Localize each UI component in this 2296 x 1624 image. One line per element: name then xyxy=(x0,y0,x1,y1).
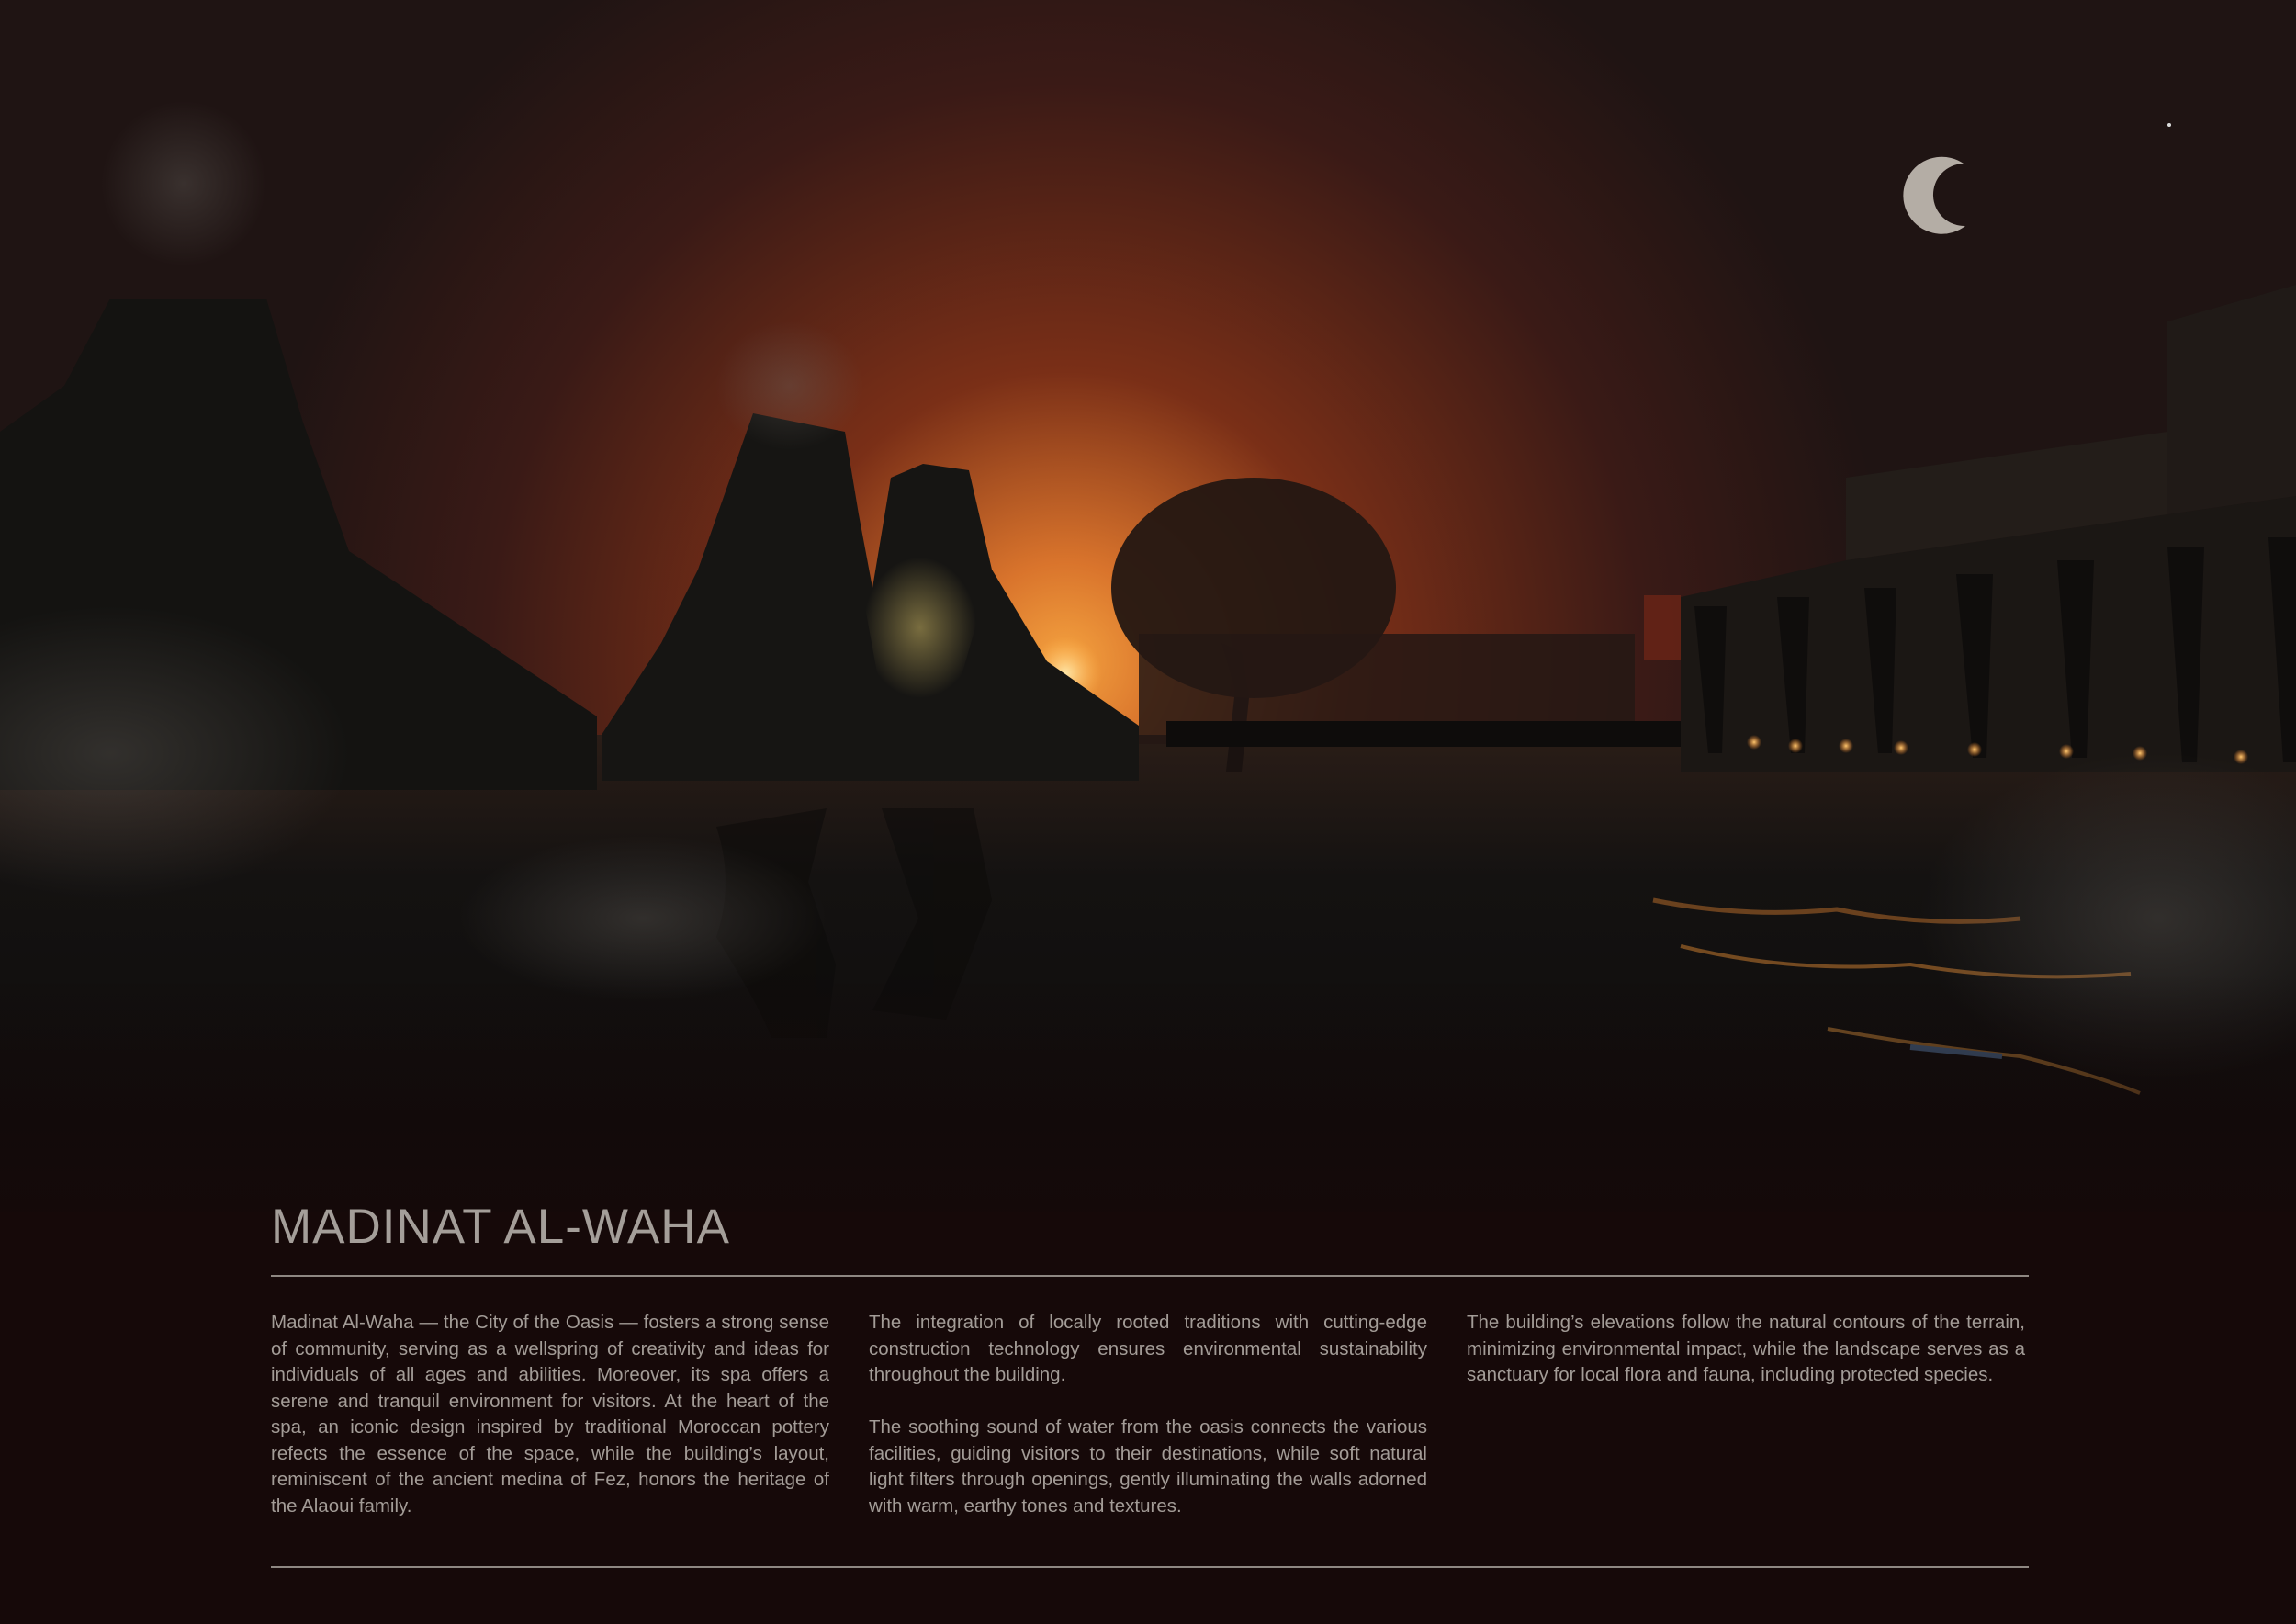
text-column-1 xyxy=(271,1310,829,1546)
page-title: MADINAT AL-WAHA xyxy=(271,1200,730,1254)
paragraph: Madinat Al-Waha — the City of the Oasis — fosters a strong sense of community, serving as a wellspring of creativity and ideas for individuals of all ages and abilities. Moreover, its spa offers a serene and tranquil environment for visitors. At the heart of the spa, an iconic design inspired by traditional Moroccan pottery refects the essence of the space, while the building’s layout, reminiscent of the ancient medina of Fez, honors the heritage of the Alaoui family. xyxy=(271,1312,829,1517)
bottom-divider xyxy=(271,1566,2029,1568)
text-column-3 xyxy=(1467,1310,2025,1415)
paragraph: The building’s elevations follow the natural contours of the terrain, minimizing environmental impact, while the landscape serves as a sanctuary for local flora and fauna, including protected species. xyxy=(1467,1312,2025,1385)
top-divider xyxy=(271,1275,2029,1277)
text-column-2 xyxy=(869,1310,1427,1546)
paragraph: The soothing sound of water from the oasis connects the various facilities, guiding visitors to their destinations, while soft natural light filters through openings, gently illuminating the walls adorned with warm, earthy tones and textures. xyxy=(869,1416,1427,1517)
paragraph: The integration of locally rooted traditions with cutting-edge construction technology ensures environmental sustainability throughout the building. xyxy=(869,1312,1427,1385)
